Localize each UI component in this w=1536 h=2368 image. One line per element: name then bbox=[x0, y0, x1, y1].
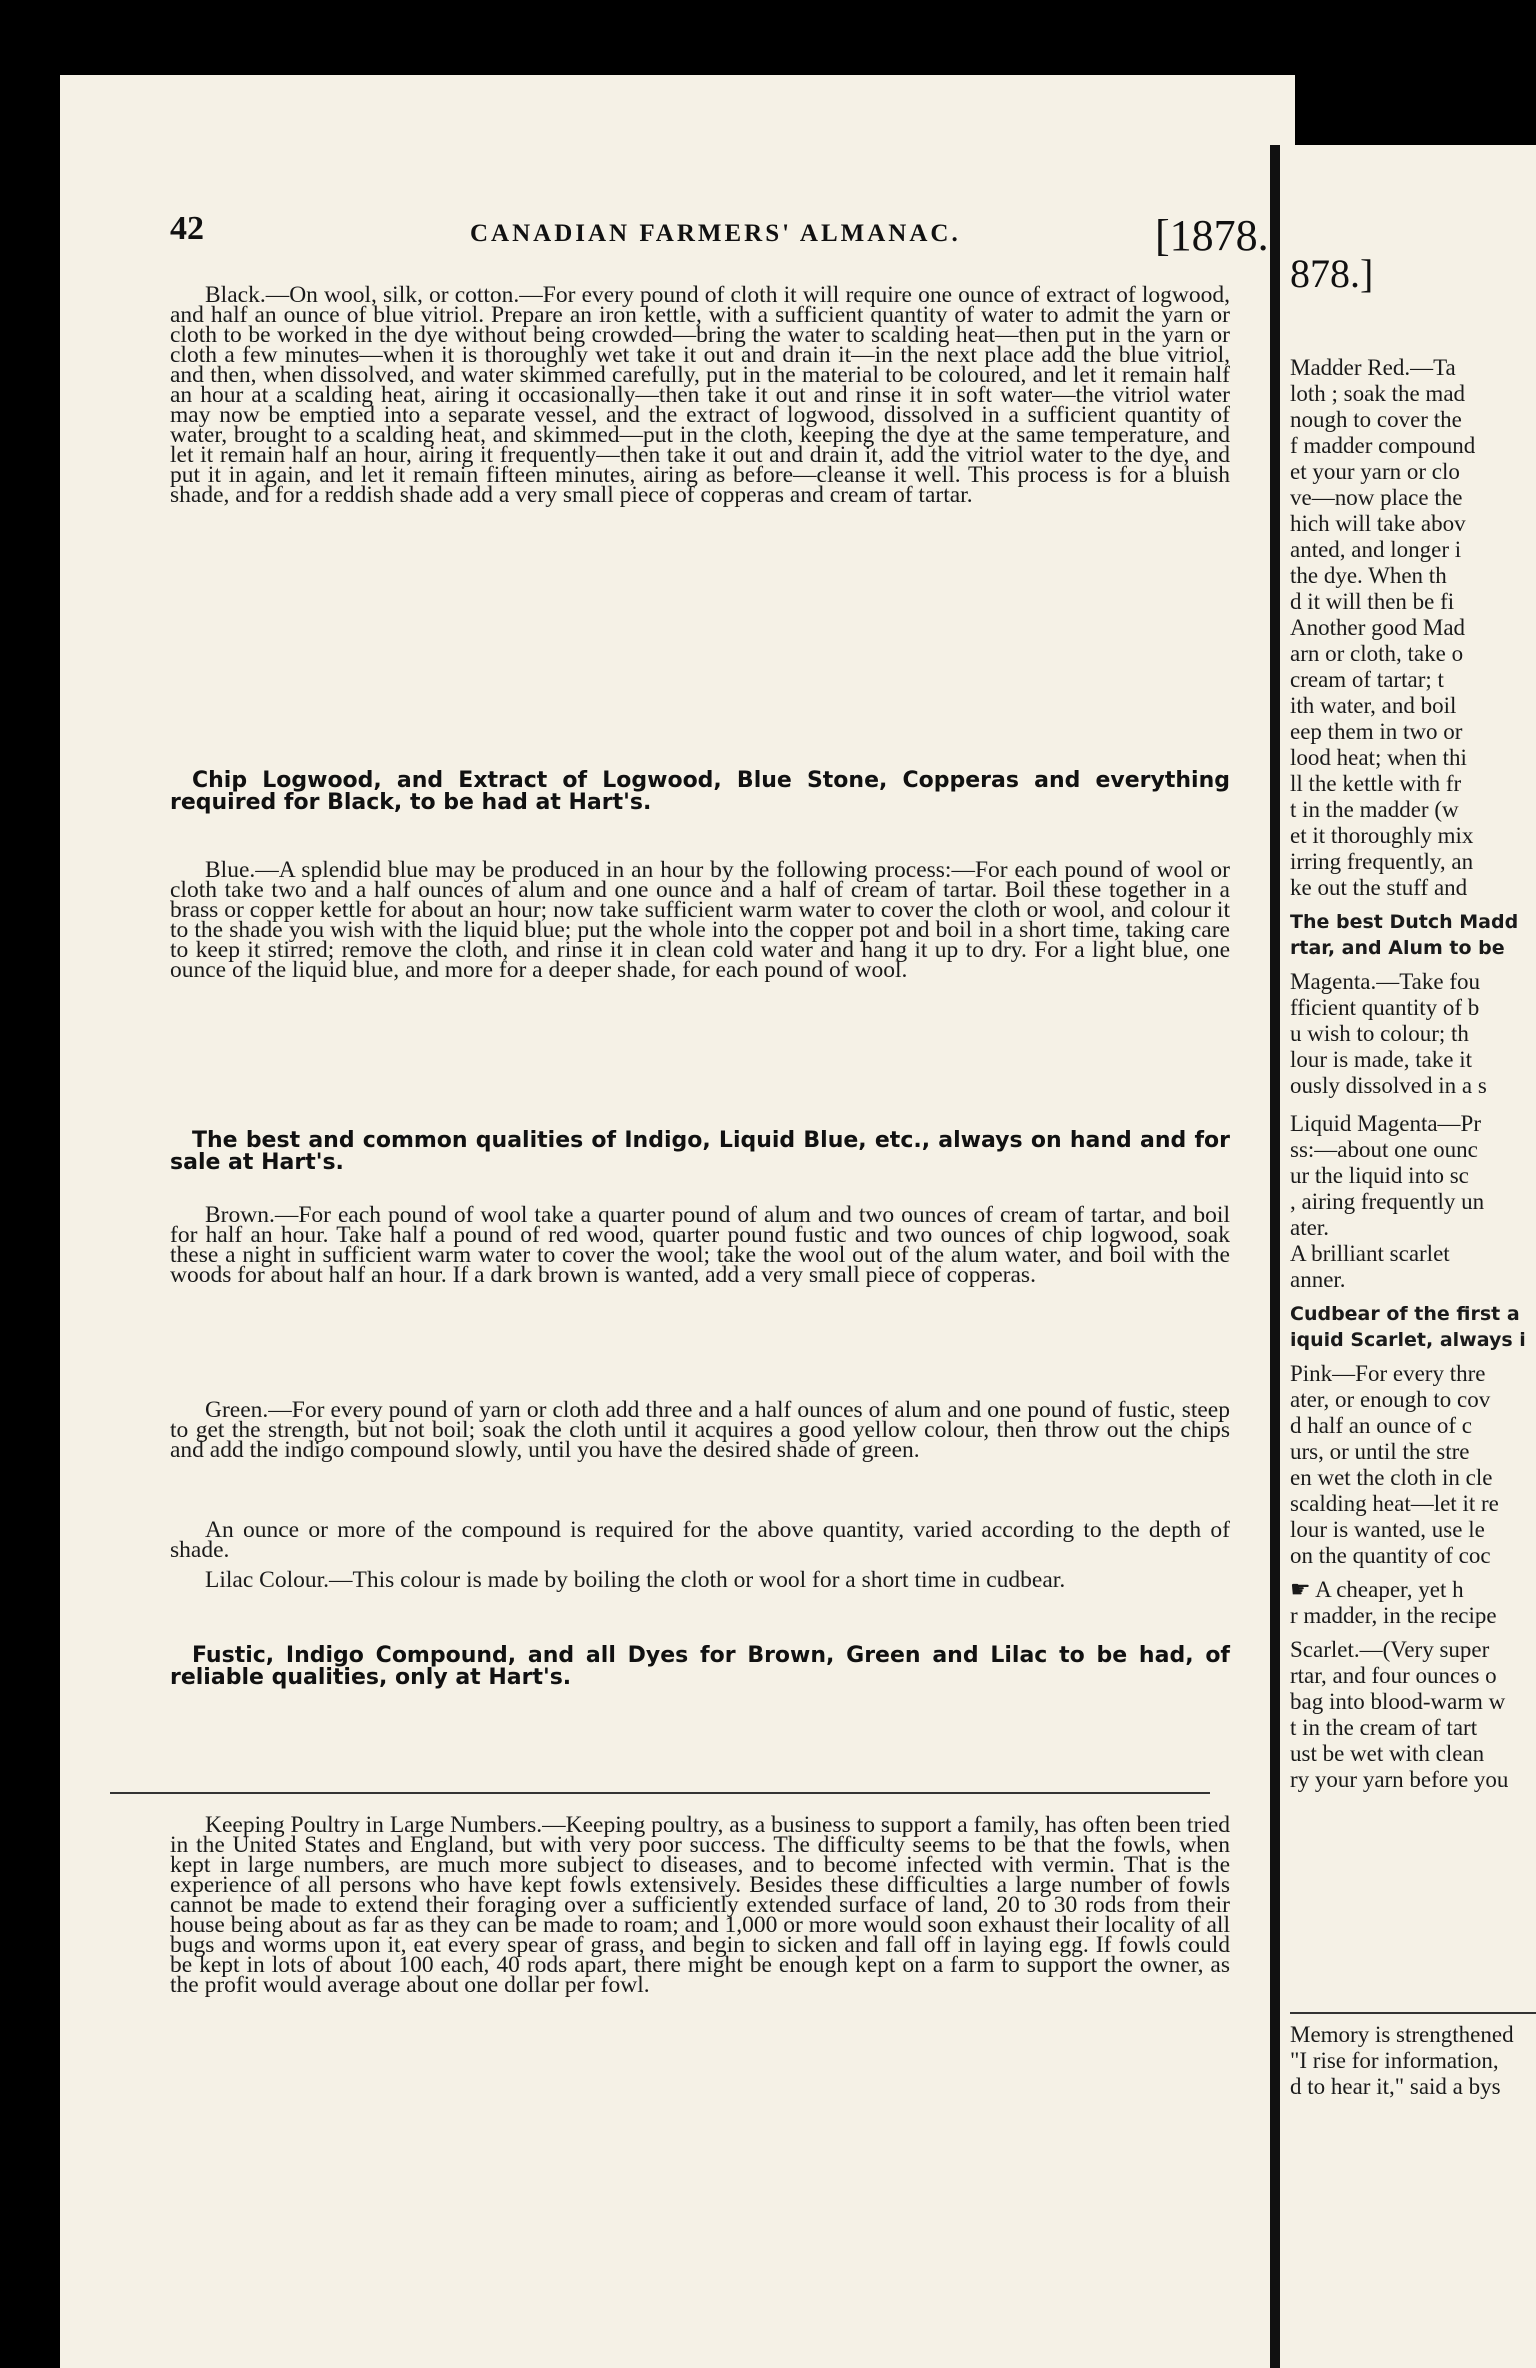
text-line: ith water, and boil bbox=[1290, 693, 1457, 718]
text-line: fficient quantity of b bbox=[1290, 995, 1480, 1020]
text-line: urs, or until the stre bbox=[1290, 1439, 1470, 1464]
text-line: cream of tartar; t bbox=[1290, 667, 1444, 692]
text-line: the dye. When th bbox=[1290, 563, 1447, 588]
paragraph-black: Black.—On wool, silk, or cotton.—For every pound of cloth it will require one ounce of extract of logwood, and half an ounce of blue vitriol. Prepare an iron kettle, with a sufficient quantity of water to admit the yarn or cloth to be worked in the dye without being crowded—bring the water to scalding heat—then put in the yarn or cloth a few minutes—when it is thoroughly wet take it out and drain it—in the next place add the blue vitriol, and then, when dissolved, and water skimmed carefully, put in the material to be coloured, and let it remain half an hour at a scalding heat, airing it occasionally—then take it out and rinse it in soft water—the vitriol water may now be emptied into a separate vessel, and the extract of logwood, dissolved in a sufficient quantity of water, brought to a scalding heat, and skimmed—put in the cloth, keeping the dye at the same temperature, and let it remain half an hour, airing it frequently—then take it out and drain it, add the vitriol water to the dye, and put it in again, and let it remain fifteen minutes, airing as before—cleanse it well. This process is for a bluish shade, and for a reddish shade add a very small piece of copperas and cream of tartar. bbox=[170, 282, 1230, 508]
text-line: ously dissolved in a s bbox=[1290, 1073, 1487, 1098]
text-line: A brilliant scarlet bbox=[1290, 1241, 1450, 1266]
text-line: ur the liquid into sc bbox=[1290, 1163, 1469, 1188]
ad-fustic: Fustic, Indigo Compound, and all Dyes for Brown, Green and Lilac to be had, of reliable qualities, only at Hart's. bbox=[170, 1643, 1230, 1690]
right-column-madder bbox=[1290, 355, 1536, 1793]
text-line: Magenta.—Take fou bbox=[1290, 969, 1480, 994]
ad-line: Cudbear of the first a bbox=[1290, 1303, 1520, 1325]
text-line: Memory is strengthened bbox=[1290, 2022, 1514, 2047]
text-line: ater, or enough to cov bbox=[1290, 1387, 1491, 1412]
text-line: d to hear it," said a bys bbox=[1290, 2074, 1501, 2099]
text-line: ☛ A cheaper, yet h bbox=[1290, 1577, 1464, 1602]
text-line: anner. bbox=[1290, 1267, 1346, 1292]
text-line: eep them in two or bbox=[1290, 719, 1463, 744]
page-header bbox=[170, 210, 1320, 270]
text-line: Liquid Magenta—Pr bbox=[1290, 1111, 1481, 1136]
page-number: 42 bbox=[170, 210, 204, 247]
paragraph-green: Green.—For every pound of yarn or cloth add three and a half ounces of alum and one pound of fustic, steep to get the strength, but not boil; soak the cloth until it acquires a good yellow colour, then throw out the chips and add the indigo compound slowly, until you have the desired shade of green. bbox=[170, 1397, 1230, 1463]
running-title: CANADIAN FARMERS' ALMANAC. bbox=[470, 220, 961, 247]
section-rule bbox=[110, 1792, 1210, 1794]
text-line: Scarlet.—(Very super bbox=[1290, 1637, 1490, 1662]
text-line: ll the kettle with fr bbox=[1290, 771, 1462, 796]
paragraph-poultry: Keeping Poultry in Large Numbers.—Keeping poultry, as a business to support a family, has often been tried in the United States and England, but with very poor success. The difficulty seems to be that the fowls, when kept in large numbers, are much more subject to diseases, and to become infected with vermin. That is the experience of all persons who have kept fowls extensively. Besides these difficulties a large number of fowls cannot be made to extend their foraging over a sufficiently extended surface of land, 20 to 30 rods from their house being about as far as they can be made to roam; and 1,000 or more would soon exhaust their locality of all bugs and worms upon it, eat every spear of grass, and begin to sicken and fall off in laying egg. If fowls could be kept in lots of about 100 each, 40 rods apart, there might be enough kept on a farm to support the owner, as the profit would average about one dollar per fowl. bbox=[170, 1812, 1230, 1998]
text-line: lour is made, take it bbox=[1290, 1047, 1473, 1072]
text-line: u wish to colour; th bbox=[1290, 1021, 1469, 1046]
text-line: lour is wanted, use le bbox=[1290, 1517, 1485, 1542]
ad-line: iquid Scarlet, always i bbox=[1290, 1329, 1526, 1351]
text-line: nough to cover the bbox=[1290, 407, 1462, 432]
paragraph-lilac: Lilac Colour.—This colour is made by boiling the cloth or wool for a short time in cudbear. bbox=[205, 1567, 1066, 1593]
text-line: t in the madder (w bbox=[1290, 797, 1459, 822]
text-line: en wet the cloth in cle bbox=[1290, 1465, 1493, 1490]
text-line: scalding heat—let it re bbox=[1290, 1491, 1499, 1516]
right-section-rule bbox=[1290, 2012, 1536, 2014]
text-line: rtar, and four ounces o bbox=[1290, 1663, 1497, 1688]
text-line: lood heat; when thi bbox=[1290, 745, 1467, 770]
ad-line: The best Dutch Madd bbox=[1290, 911, 1519, 933]
ad-indigo: The best and common qualities of Indigo, Liquid Blue, etc., always on hand and for sale at Hart's. bbox=[170, 1128, 1230, 1175]
right-column-memory bbox=[1290, 2022, 1536, 2100]
text-line: ss:—about one ounc bbox=[1290, 1137, 1478, 1162]
text-line: "I rise for information, bbox=[1290, 2048, 1499, 2073]
text-line: ater. bbox=[1290, 1215, 1329, 1240]
page-gutter bbox=[1270, 145, 1280, 2368]
text-line: loth ; soak the mad bbox=[1290, 381, 1466, 406]
text-line: Madder Red.—Ta bbox=[1290, 355, 1456, 380]
text-line: Pink—For every thre bbox=[1290, 1361, 1486, 1386]
text-line: d half an ounce of c bbox=[1290, 1413, 1473, 1438]
text-line: bag into blood-warm w bbox=[1290, 1689, 1506, 1714]
text-line: ust be wet with clean bbox=[1290, 1741, 1485, 1766]
text-line: et your yarn or clo bbox=[1290, 459, 1460, 484]
text-line: ry your yarn before you bbox=[1290, 1767, 1509, 1792]
paragraph-green-note: An ounce or more of the compound is required for the above quantity, varied according to the depth of shade. bbox=[170, 1517, 1230, 1563]
text-line: t in the cream of tart bbox=[1290, 1715, 1478, 1740]
text-line: d it will then be fi bbox=[1290, 589, 1455, 614]
ad-chip-logwood: Chip Logwood, and Extract of Logwood, Blue Stone, Copperas and everything required for Black, to be had at Hart's. bbox=[170, 768, 1230, 815]
text-line: f madder compound bbox=[1290, 433, 1476, 458]
text-line: irring frequently, an bbox=[1290, 849, 1474, 874]
text-line: et it thoroughly mix bbox=[1290, 823, 1474, 848]
text-line: arn or cloth, take o bbox=[1290, 641, 1464, 666]
text-line: hich will take abov bbox=[1290, 511, 1466, 536]
text-line: anted, and longer i bbox=[1290, 537, 1462, 562]
text-line: ve—now place the bbox=[1290, 485, 1463, 510]
paragraph-blue: Blue.—A splendid blue may be produced in an hour by the following process:—For each pound of wool or cloth take two and a half ounces of alum and one ounce and a half of cream of tartar. Boil these together in a brass or copper kettle for about an hour; now take sufficient warm water to cover the cloth or wool, and colour it to the shade you wish with the liquid blue; put the whole into the copper pot and boil in a short time, taking care to keep it stirred; remove the cloth, and rinse it in clean cold water and hang it up to dry. For a light blue, one ounce of the liquid blue, and more for a deeper shade, for each pound of wool. bbox=[170, 857, 1230, 983]
text-line: ke out the stuff and bbox=[1290, 875, 1468, 900]
text-line: r madder, in the recipe bbox=[1290, 1603, 1497, 1628]
text-line: on the quantity of coc bbox=[1290, 1543, 1491, 1568]
right-page-header: 878.] bbox=[1290, 251, 1374, 296]
ad-line: rtar, and Alum to be bbox=[1290, 937, 1505, 959]
header-year: [1878. bbox=[1155, 211, 1269, 260]
paragraph-brown: Brown.—For each pound of wool take a quarter pound of alum and two ounces of cream of tartar, and boil for half an hour. Take half a pound of red wood, quarter pound fustic and two ounces of chip logwood, soak these a night in sufficient warm water to cover the wool; take the wool out of the alum water, and boil with the woods for about half an hour. If a dark brown is wanted, add a very small piece of copperas. bbox=[170, 1202, 1230, 1288]
text-line: , airing frequently un bbox=[1290, 1189, 1485, 1214]
text-line: Another good Mad bbox=[1290, 615, 1466, 640]
